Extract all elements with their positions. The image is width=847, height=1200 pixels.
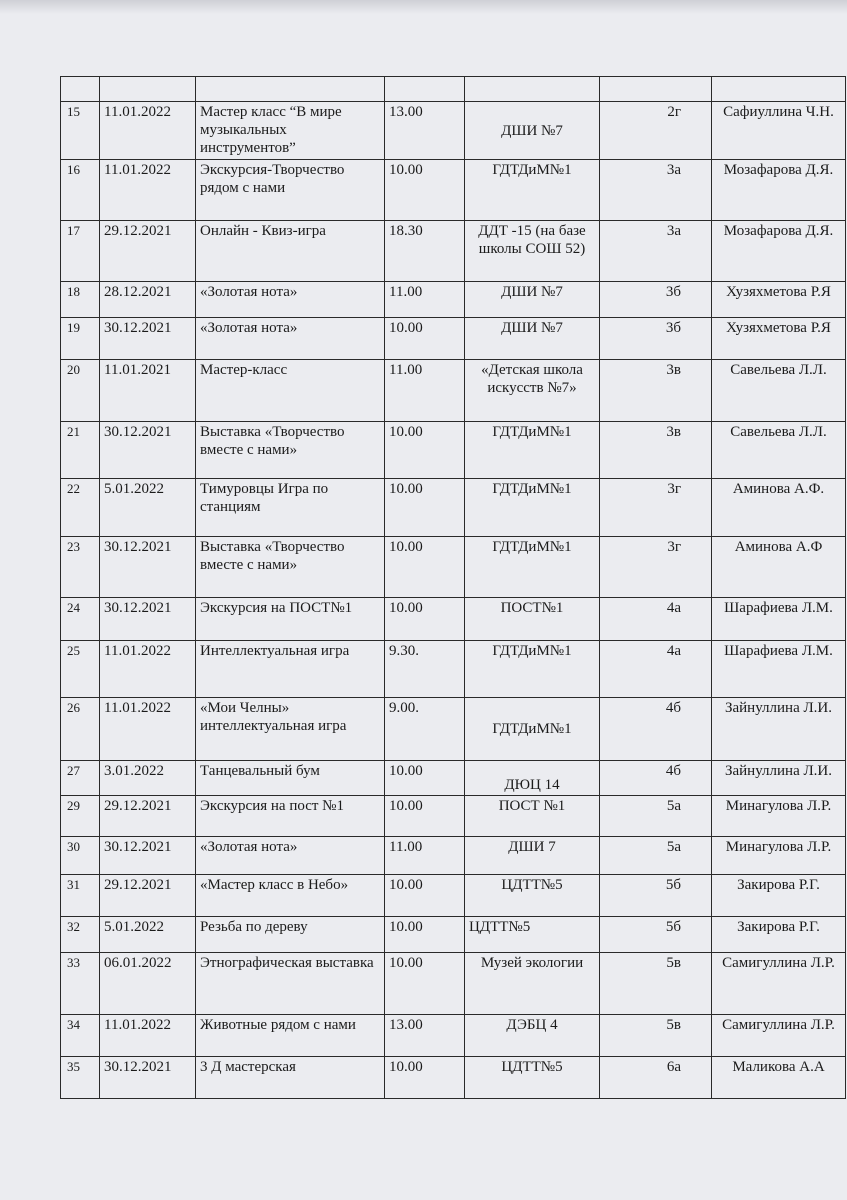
row-place: ПОСТ №1 [465, 796, 600, 837]
row-place: ЦДТТ№5 [465, 1057, 600, 1099]
row-time: 10.00 [385, 875, 465, 917]
row-event: Экскурсия на ПОСТ№1 [196, 598, 385, 641]
row-event: Мастер-класс [196, 360, 385, 422]
scan-edge-shadow [0, 0, 847, 14]
row-date: 29.12.2021 [100, 221, 196, 282]
row-class: 3б [600, 282, 712, 318]
row-teacher: Хузяхметова Р.Я [712, 282, 846, 318]
row-number: 27 [61, 761, 100, 796]
row-date: 3.01.2022 [100, 761, 196, 796]
row-time: 11.00 [385, 360, 465, 422]
row-number: 22 [61, 479, 100, 537]
row-date: 11.01.2022 [100, 698, 196, 761]
table-row [61, 837, 846, 875]
row-teacher: Самигуллина Л.Р. [712, 953, 846, 1015]
row-teacher: Закирова Р.Г. [712, 875, 846, 917]
row-event: 3 Д мастерская [196, 1057, 385, 1099]
table-row [61, 479, 846, 537]
row-teacher: Хузяхметова Р.Я [712, 318, 846, 360]
row-place: ДШИ №7 [465, 318, 600, 360]
table-row [61, 360, 846, 422]
header-cell-date [100, 77, 196, 102]
row-date: 5.01.2022 [100, 479, 196, 537]
row-number: 18 [61, 282, 100, 318]
row-teacher: Минагулова Л.Р. [712, 796, 846, 837]
row-teacher: Аминова А.Ф [712, 537, 846, 598]
row-time: 13.00 [385, 102, 465, 160]
table-row [61, 318, 846, 360]
row-place: ДШИ №7 [465, 282, 600, 318]
row-number: 31 [61, 875, 100, 917]
row-teacher: Савельева Л.Л. [712, 422, 846, 479]
row-class: 4а [600, 641, 712, 698]
table-row [61, 875, 846, 917]
row-class: 3б [600, 318, 712, 360]
row-class: 3г [600, 537, 712, 598]
row-place: ЦДТТ№5 [465, 875, 600, 917]
row-class: 6а [600, 1057, 712, 1099]
row-date: 30.12.2021 [100, 422, 196, 479]
row-number: 29 [61, 796, 100, 837]
table-row [61, 598, 846, 641]
row-event: Экскурсия-Творчество рядом с нами [196, 160, 385, 221]
row-date: 11.01.2022 [100, 1015, 196, 1057]
row-class: 3а [600, 160, 712, 221]
table-row [61, 698, 846, 761]
row-number: 17 [61, 221, 100, 282]
row-class: 5а [600, 837, 712, 875]
row-teacher: Маликова А.А [712, 1057, 846, 1099]
row-event: Мастер класс “В мире музыкальных инструментов” [196, 102, 385, 160]
row-time: 10.00 [385, 598, 465, 641]
row-number: 15 [61, 102, 100, 160]
row-event: Онлайн - Квиз-игра [196, 221, 385, 282]
row-date: 11.01.2022 [100, 160, 196, 221]
table-row [61, 1057, 846, 1099]
row-event: Выставка «Творчество вместе с нами» [196, 537, 385, 598]
row-time: 10.00 [385, 796, 465, 837]
row-date: 29.12.2021 [100, 796, 196, 837]
row-class: 2г [600, 102, 712, 160]
row-teacher: Зайнуллина Л.И. [712, 761, 846, 796]
row-number: 34 [61, 1015, 100, 1057]
row-time: 11.00 [385, 837, 465, 875]
row-number: 32 [61, 917, 100, 953]
row-place: ГДТДиМ№1 [465, 537, 600, 598]
header-cell-teacher [712, 77, 846, 102]
header-cell-class [600, 77, 712, 102]
row-place: ГДТДиМ№1 [465, 641, 600, 698]
row-event: Тимуровцы Игра по станциям [196, 479, 385, 537]
row-number: 16 [61, 160, 100, 221]
row-event: Интеллектуальная игра [196, 641, 385, 698]
row-date: 30.12.2021 [100, 318, 196, 360]
row-place: ДДТ -15 (на базе школы СОШ 52) [465, 221, 600, 282]
row-time: 13.00 [385, 1015, 465, 1057]
table-row [61, 761, 846, 796]
row-event: Резьба по дереву [196, 917, 385, 953]
row-place: ПОСТ№1 [465, 598, 600, 641]
table-row [61, 953, 846, 1015]
row-event: «Золотая нота» [196, 837, 385, 875]
row-event: Животные рядом с нами [196, 1015, 385, 1057]
row-place: ДЮЦ 14 [465, 761, 600, 796]
table-row [61, 537, 846, 598]
row-event: Этнографическая выставка [196, 953, 385, 1015]
table-row [61, 282, 846, 318]
row-number: 24 [61, 598, 100, 641]
row-class: 3в [600, 360, 712, 422]
row-event: «Золотая нота» [196, 318, 385, 360]
row-place: Музей экологии [465, 953, 600, 1015]
row-number: 20 [61, 360, 100, 422]
row-class: 5а [600, 796, 712, 837]
row-class: 5в [600, 1015, 712, 1057]
row-number: 26 [61, 698, 100, 761]
row-date: 30.12.2021 [100, 837, 196, 875]
row-date: 11.01.2022 [100, 102, 196, 160]
row-class: 4б [600, 761, 712, 796]
row-time: 9.00. [385, 698, 465, 761]
row-place: «Детская школа искусств №7» [465, 360, 600, 422]
row-time: 10.00 [385, 1057, 465, 1099]
row-number: 19 [61, 318, 100, 360]
header-cell-time [385, 77, 465, 102]
row-time: 10.00 [385, 318, 465, 360]
row-number: 30 [61, 837, 100, 875]
row-time: 10.00 [385, 479, 465, 537]
row-event: «Мастер класс в Небо» [196, 875, 385, 917]
row-time: 10.00 [385, 761, 465, 796]
row-time: 9.30. [385, 641, 465, 698]
row-teacher: Закирова Р.Г. [712, 917, 846, 953]
table-row [61, 102, 846, 160]
row-class: 3г [600, 479, 712, 537]
row-event: Выставка «Творчество вместе с нами» [196, 422, 385, 479]
table-row [61, 221, 846, 282]
row-place: ГДТДиМ№1 [465, 698, 600, 761]
row-date: 5.01.2022 [100, 917, 196, 953]
row-place: ГДТДиМ№1 [465, 422, 600, 479]
row-class: 5б [600, 875, 712, 917]
row-teacher: Зайнуллина Л.И. [712, 698, 846, 761]
row-time: 10.00 [385, 537, 465, 598]
table-row [61, 641, 846, 698]
row-date: 11.01.2022 [100, 641, 196, 698]
row-event: «Золотая нота» [196, 282, 385, 318]
row-place: ЦДТТ№5 [465, 917, 600, 953]
row-time: 10.00 [385, 160, 465, 221]
table-row [61, 1015, 846, 1057]
table-row [61, 796, 846, 837]
row-date: 29.12.2021 [100, 875, 196, 917]
row-time: 18.30 [385, 221, 465, 282]
row-number: 35 [61, 1057, 100, 1099]
row-class: 5в [600, 953, 712, 1015]
row-place: ДЭБЦ 4 [465, 1015, 600, 1057]
row-teacher: Шарафиева Л.М. [712, 641, 846, 698]
row-teacher: Савельева Л.Л. [712, 360, 846, 422]
row-class: 5б [600, 917, 712, 953]
row-class: 4а [600, 598, 712, 641]
row-time: 10.00 [385, 422, 465, 479]
row-class: 3в [600, 422, 712, 479]
row-time: 10.00 [385, 917, 465, 953]
row-number: 21 [61, 422, 100, 479]
row-event: Экскурсия на пост №1 [196, 796, 385, 837]
row-number: 25 [61, 641, 100, 698]
row-place: ДШИ 7 [465, 837, 600, 875]
table-row [61, 160, 846, 221]
row-number: 33 [61, 953, 100, 1015]
row-place: ГДТДиМ№1 [465, 160, 600, 221]
row-date: 30.12.2021 [100, 1057, 196, 1099]
row-teacher: Мозафарова Д.Я. [712, 160, 846, 221]
row-teacher: Шарафиева Л.М. [712, 598, 846, 641]
row-date: 11.01.2021 [100, 360, 196, 422]
row-place: ДШИ №7 [465, 102, 600, 160]
header-cell-number [61, 77, 100, 102]
row-teacher: Мозафарова Д.Я. [712, 221, 846, 282]
row-teacher: Аминова А.Ф. [712, 479, 846, 537]
table-row [61, 422, 846, 479]
row-place: ГДТДиМ№1 [465, 479, 600, 537]
row-date: 06.01.2022 [100, 953, 196, 1015]
row-event: «Мои Челны» интеллектуальная игра [196, 698, 385, 761]
events-table [60, 76, 846, 1099]
row-class: 4б [600, 698, 712, 761]
row-time: 10.00 [385, 953, 465, 1015]
row-teacher: Самигуллина Л.Р. [712, 1015, 846, 1057]
header-cell-event [196, 77, 385, 102]
row-date: 30.12.2021 [100, 537, 196, 598]
row-date: 30.12.2021 [100, 598, 196, 641]
row-teacher: Сафиуллина Ч.Н. [712, 102, 846, 160]
row-number: 23 [61, 537, 100, 598]
row-class: 3а [600, 221, 712, 282]
row-event: Танцевальный бум [196, 761, 385, 796]
row-date: 28.12.2021 [100, 282, 196, 318]
table-row [61, 917, 846, 953]
row-time: 11.00 [385, 282, 465, 318]
table-header-row [61, 77, 846, 102]
header-cell-place [465, 77, 600, 102]
row-teacher: Минагулова Л.Р. [712, 837, 846, 875]
